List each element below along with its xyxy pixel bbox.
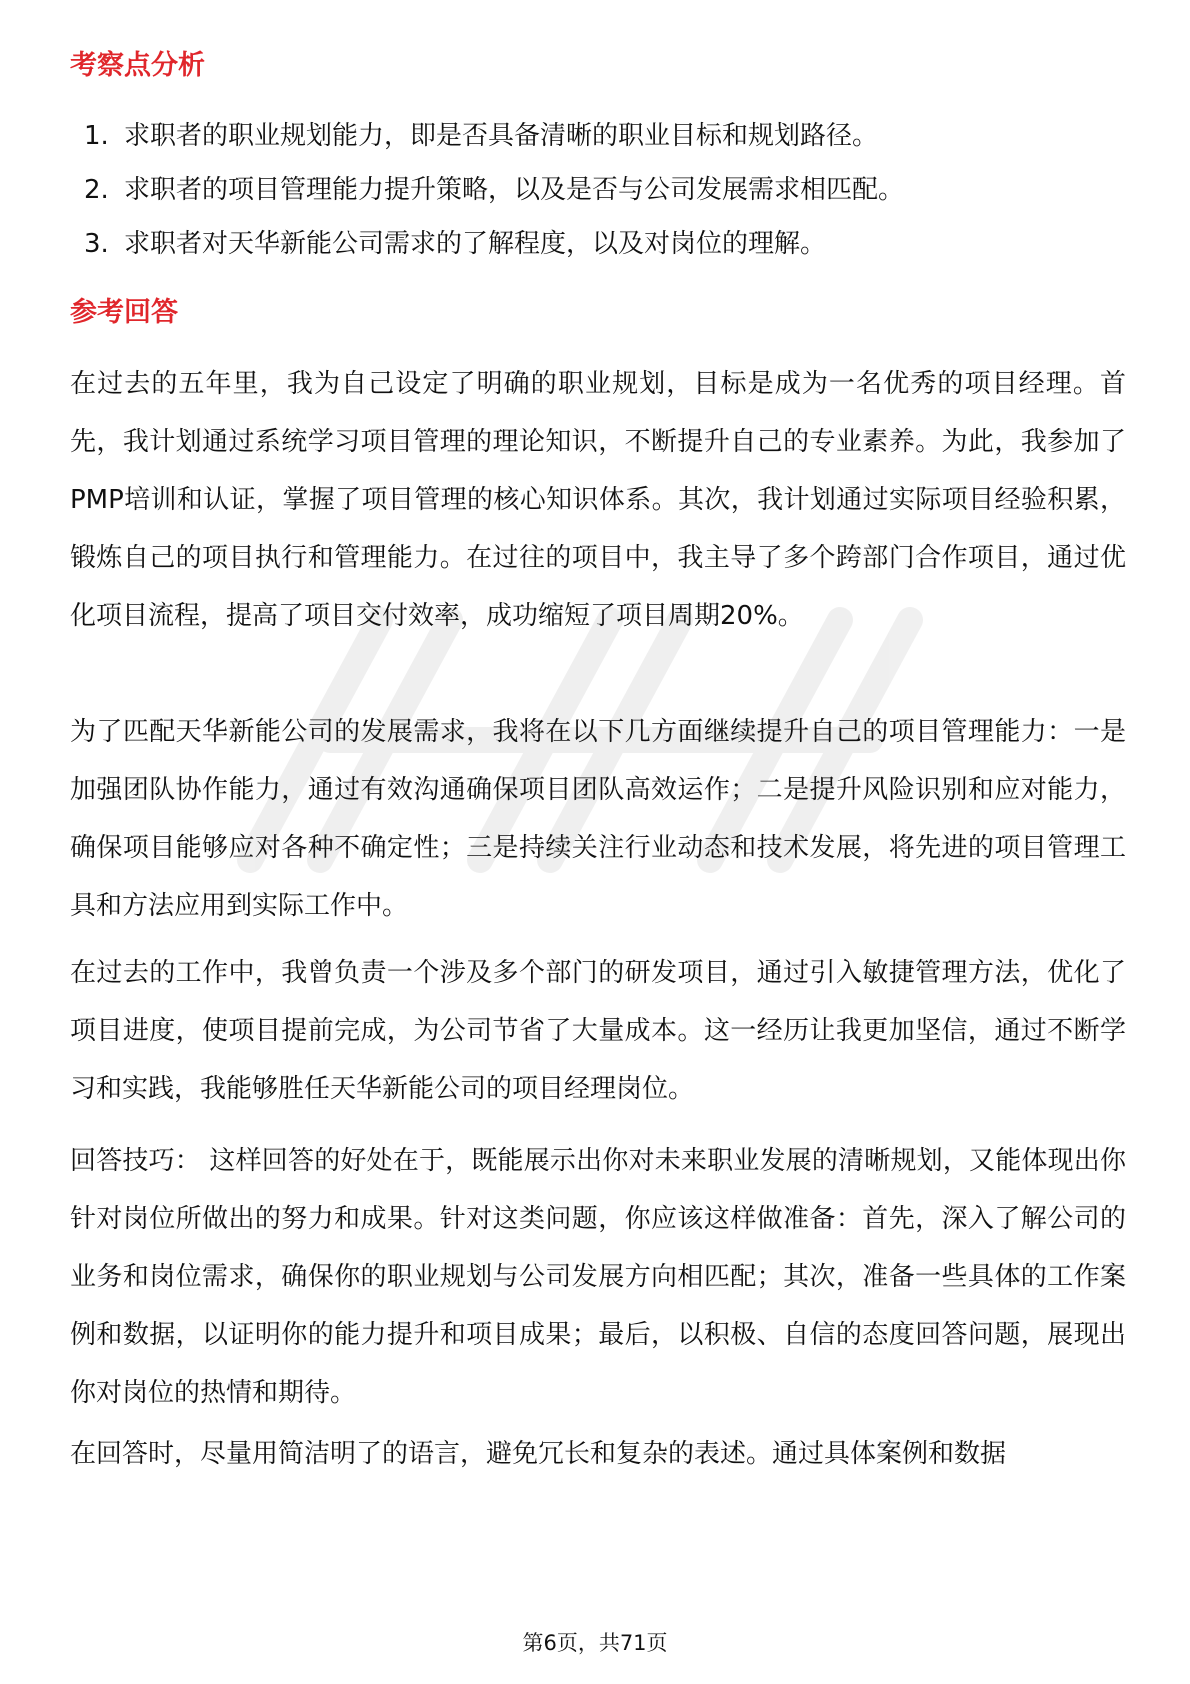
- list-item: [84, 172, 1124, 208]
- list-item-number: 3.: [84, 229, 109, 259]
- list-item-number: 1.: [84, 121, 109, 151]
- list-item-text: 求职者的项目管理能力提升策略，以及是否与公司发展需求相匹配。: [124, 175, 905, 205]
- answer-paragraph-1: 在过去的五年里，我为自己设定了明确的职业规划，目标是成为一名优秀的项目经理。首先，我计划通过系统学习项目管理的理论知识，不断提升自己的专业素养。为此，我参加了PMP培训和认证，掌握了项目管理的核心知识体系。其次，我计划通过实际项目经验积累，锻炼自己的项目执行和管理能力。在过往的项目中，我主导了多个跨部门合作项目，通过优化项目流程，提高了项目交付效率，成功缩短了项目周期20%。: [70, 369, 1126, 631]
- answer-paragraph-2: 为了匹配天华新能公司的发展需求，我将在以下几方面继续提升自己的项目管理能力：一是加强团队协作能力，通过有效沟通确保项目团队高效运作；二是提升风险识别和应对能力，确保项目能够应对各种不确定性；三是持续关注行业动态和技术发展，将先进的项目管理工具和方法应用到实际工作中。: [70, 717, 1126, 921]
- list-item-number: 2.: [84, 175, 109, 205]
- answer-paragraph-5: 在回答时，尽量用简洁明了的语言，避免冗长和复杂的表述。通过具体案例和数据: [70, 1439, 1007, 1469]
- list-item-text: 求职者的职业规划能力，即是否具备清晰的职业目标和规划路径。: [124, 121, 879, 151]
- section-heading-analysis: 考察点分析: [70, 50, 205, 81]
- list-item: [84, 118, 1124, 154]
- page-number-footer: 第6页，共71页: [522, 1631, 668, 1655]
- section-heading-answer: 参考回答: [70, 297, 178, 328]
- answer-tips-paragraph: 回答技巧： 这样回答的好处在于，既能展示出你对未来职业发展的清晰规划，又能体现出你针对岗位所做出的努力和成果。针对这类问题，你应该这样做准备：首先，深入了解公司的业务和岗位需求，确保你的职业规划与公司发展方向相匹配；其次，准备一些具体的工作案例和数据，以证明你的能力提升和项目成果；最后，以积极、自信的态度回答问题，展现出你对岗位的热情和期待。: [70, 1146, 1126, 1408]
- list-item-text: 求职者对天华新能公司需求的了解程度，以及对岗位的理解。: [124, 229, 827, 259]
- list-item: [84, 226, 1124, 262]
- answer-paragraph-3: 在过去的工作中，我曾负责一个涉及多个部门的研发项目，通过引入敏捷管理方法，优化了项目进度，使项目提前完成，为公司节省了大量成本。这一经历让我更加坚信，通过不断学习和实践，我能够胜任天华新能公司的项目经理岗位。: [70, 958, 1126, 1104]
